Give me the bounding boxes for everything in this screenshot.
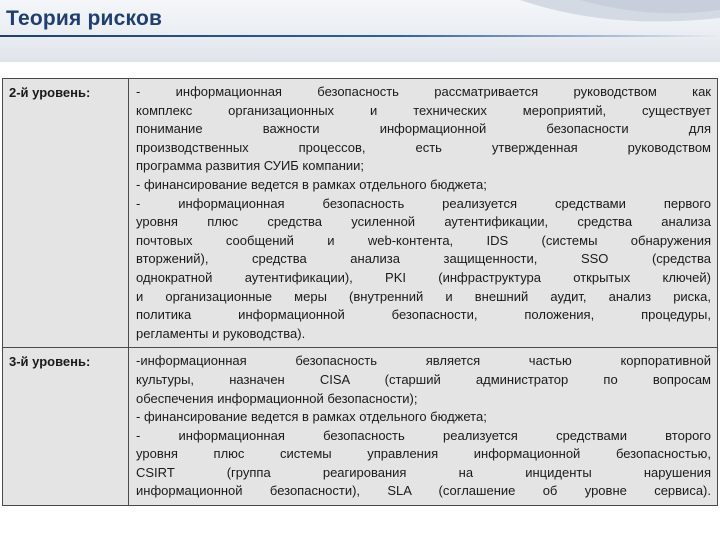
description-line: -информационная безопасность является частью корпоративной	[136, 353, 711, 369]
description-line: уровня плюс средства усиленной аутентификации, средства анализа	[136, 214, 711, 230]
table-row-level-3	[3, 348, 718, 506]
description-line: регламенты и руководства).	[136, 325, 306, 341]
description-line: производственных процессов, есть утвержденная руководством	[136, 139, 711, 155]
description-line: вторжений), средства анализа защищенности, SSO (средства	[136, 251, 711, 267]
description-line: и организационные меры (внутренний и внешний аудит, анализ риска,	[136, 288, 711, 304]
description-line: - информационная безопасность рассматривается руководством как	[136, 84, 711, 99]
description-line: CSIRT (группа реагирования на инциденты нарушения	[136, 464, 711, 480]
description-line: однократной аутентификации), PKI (инфраструктура открытых ключей)	[136, 269, 711, 285]
level-label-cell: 3-й уровень:	[3, 348, 129, 506]
description-line: - информационная безопасность реализуется средствами второго	[136, 427, 711, 443]
level-label-cell: 2-й уровень:	[3, 79, 129, 348]
level-description-cell	[129, 348, 718, 506]
description-line: обеспечения информационной безопасности);	[136, 390, 418, 406]
slide-header	[0, 0, 720, 62]
header-rule	[0, 35, 720, 37]
description-line: информационной безопасности), SLA (соглашение об уровне сервиса).	[136, 483, 711, 499]
description-line: уровня плюс системы управления информационной безопасностью,	[136, 446, 711, 462]
description-line: - финансирование ведется в рамках отдельного бюджета;	[136, 176, 487, 192]
description-line: комплекс организационных и технических мероприятий, существует	[136, 102, 711, 118]
description-line: понимание важности информационной безопасности для	[136, 121, 711, 137]
risk-levels-table	[2, 78, 718, 506]
description-line: - финансирование ведется в рамках отдельного бюджета;	[136, 409, 487, 425]
slide-title: Теория рисков	[6, 7, 163, 30]
description-line: программа развития СУИБ компании;	[136, 158, 365, 174]
description-line: - информационная безопасность реализуется средствами первого	[136, 195, 711, 211]
table-row-level-2	[3, 79, 718, 348]
description-line: политика информационной безопасности, положения, процедуры,	[136, 307, 711, 323]
header-decoration	[460, 0, 720, 62]
description-line: культуры, назначен CISA (старший администратор по вопросам	[136, 371, 711, 387]
description-line: почтовых сообщений и web-контента, IDS (системы обнаружения	[136, 232, 711, 248]
level-description-cell	[129, 79, 718, 348]
